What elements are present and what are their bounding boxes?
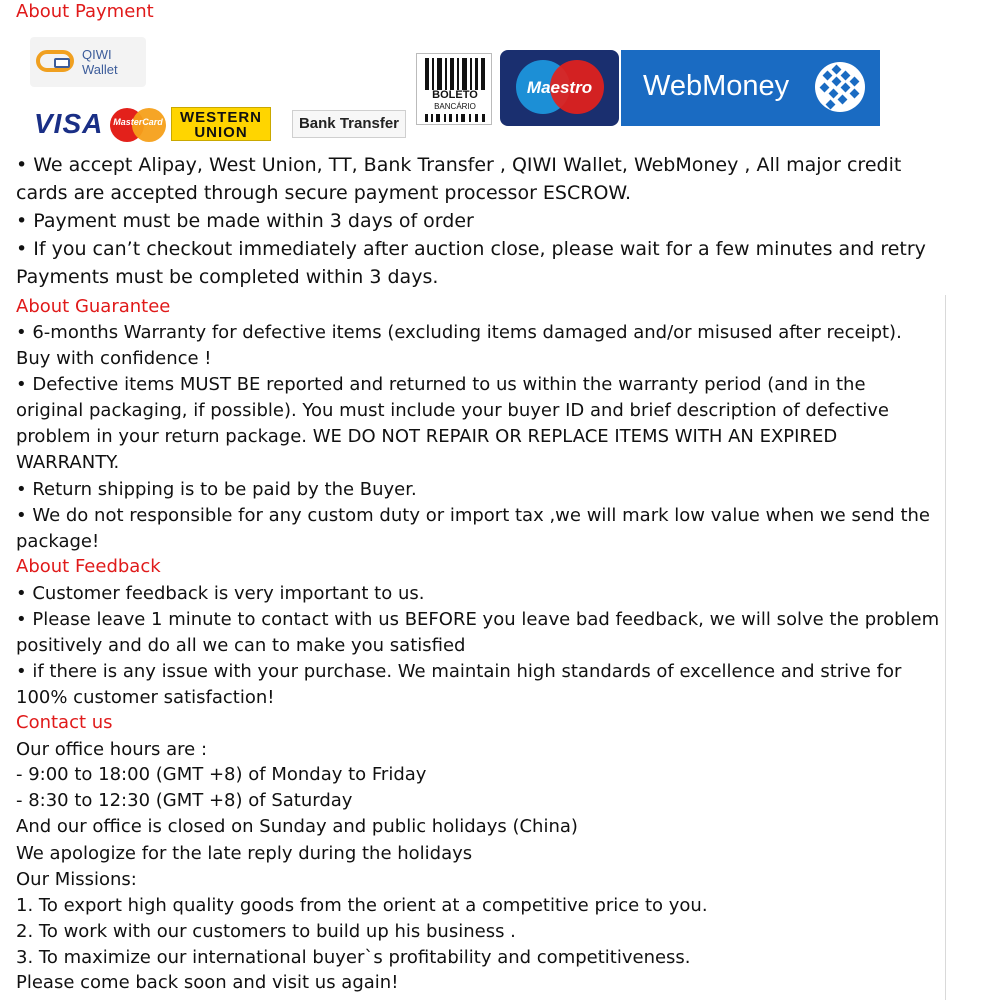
contact-line-4: And our office is closed on Sunday and public holidays (China) [16,816,578,837]
qiwi-wallet-logo [30,37,146,87]
mastercard-logo [108,106,168,144]
page-divider [945,295,946,1000]
guarantee-line-9: package! [16,531,100,552]
payment-line-4: • If you can’t checkout immediately after auction close, please wait for a few minutes and retry [16,238,926,260]
contact-line-10: Please come back soon and visit us again! [16,972,399,993]
guarantee-line-2: Buy with confidence ! [16,348,212,369]
webmoney-logo [621,50,880,126]
guarantee-line-6: WARRANTY. [16,452,120,473]
guarantee-line-7: • Return shipping is to be paid by the Buyer. [16,479,417,500]
about-feedback-heading: About Feedback [16,556,161,577]
qiwi-logo-text: QIWI Wallet [82,47,118,77]
guarantee-line-1: • 6-months Warranty for defective items (excluding items damaged and/or misused after receipt). [16,322,902,343]
bank-transfer-logo: Bank Transfer [292,110,406,138]
contact-line-9: 3. To maximize our international buyer`s profitability and competitiveness. [16,947,691,968]
boleto-logo-text: BOLETO [432,89,478,101]
about-guarantee-heading: About Guarantee [16,296,171,317]
contact-line-7: 1. To export high quality goods from the orient at a competitive price to you. [16,895,708,916]
payment-line-2: cards are accepted through secure payment processor ESCROW. [16,182,632,204]
contact-line-3: - 8:30 to 12:30 (GMT +8) of Saturday [16,790,353,811]
webmoney-globe-icon [813,60,867,114]
feedback-line-4: • if there is any issue with your purchase. We maintain high standards of excellence and strive for [16,661,902,682]
mastercard-logo-text: MasterCard [113,117,163,127]
guarantee-line-3: • Defective items MUST BE reported and returned to us within the warranty period (and in the [16,374,866,395]
boleto-logo-subtext: BANCÁRIO [434,102,476,111]
barcode-icon [425,58,485,90]
western-union-logo [171,107,271,141]
contact-line-5: We apologize for the late reply during the holidays [16,843,473,864]
feedback-line-5: 100% customer satisfaction! [16,687,275,708]
maestro-logo [500,50,619,126]
feedback-line-3: positively and do all we can to make you satisfied [16,635,466,656]
visa-logo: VISA [34,108,104,139]
payment-line-3: • Payment must be made within 3 days of order [16,210,474,232]
payment-line-5: Payments must be completed within 3 days. [16,266,439,288]
guarantee-line-8: • We do not responsible for any custom duty or import tax ,we will mark low value when we send the [16,505,930,526]
feedback-line-1: • Customer feedback is very important to us. [16,583,425,604]
webmoney-logo-text: WebMoney [643,70,790,102]
feedback-line-2: • Please leave 1 minute to contact with us BEFORE you leave bad feedback, we will solve the problem [16,609,940,630]
contact-us-heading: Contact us [16,712,113,733]
contact-line-6: Our Missions: [16,869,137,890]
maestro-logo-text: Maestro [526,78,593,97]
about-payment-heading: About Payment [16,1,154,22]
payment-line-1: • We accept Alipay, West Union, TT, Bank Transfer , QIWI Wallet, WebMoney , All major credit [16,154,902,176]
contact-line-8: 2. To work with our customers to build up his business . [16,921,516,942]
boleto-bancario-logo [416,53,492,125]
western-union-line-2: UNION [194,124,248,141]
contact-line-2: - 9:00 to 18:00 (GMT +8) of Monday to Friday [16,764,427,785]
contact-line-1: Our office hours are : [16,739,208,760]
guarantee-line-5: problem in your return package. WE DO NOT REPAIR OR REPLACE ITEMS WITH AN EXPIRED [16,426,838,447]
qiwi-icon [36,50,74,72]
guarantee-line-4: original packaging, if possible). You must include your buyer ID and brief description of defective [16,400,889,421]
western-union-line-1: WESTERN [180,109,262,126]
